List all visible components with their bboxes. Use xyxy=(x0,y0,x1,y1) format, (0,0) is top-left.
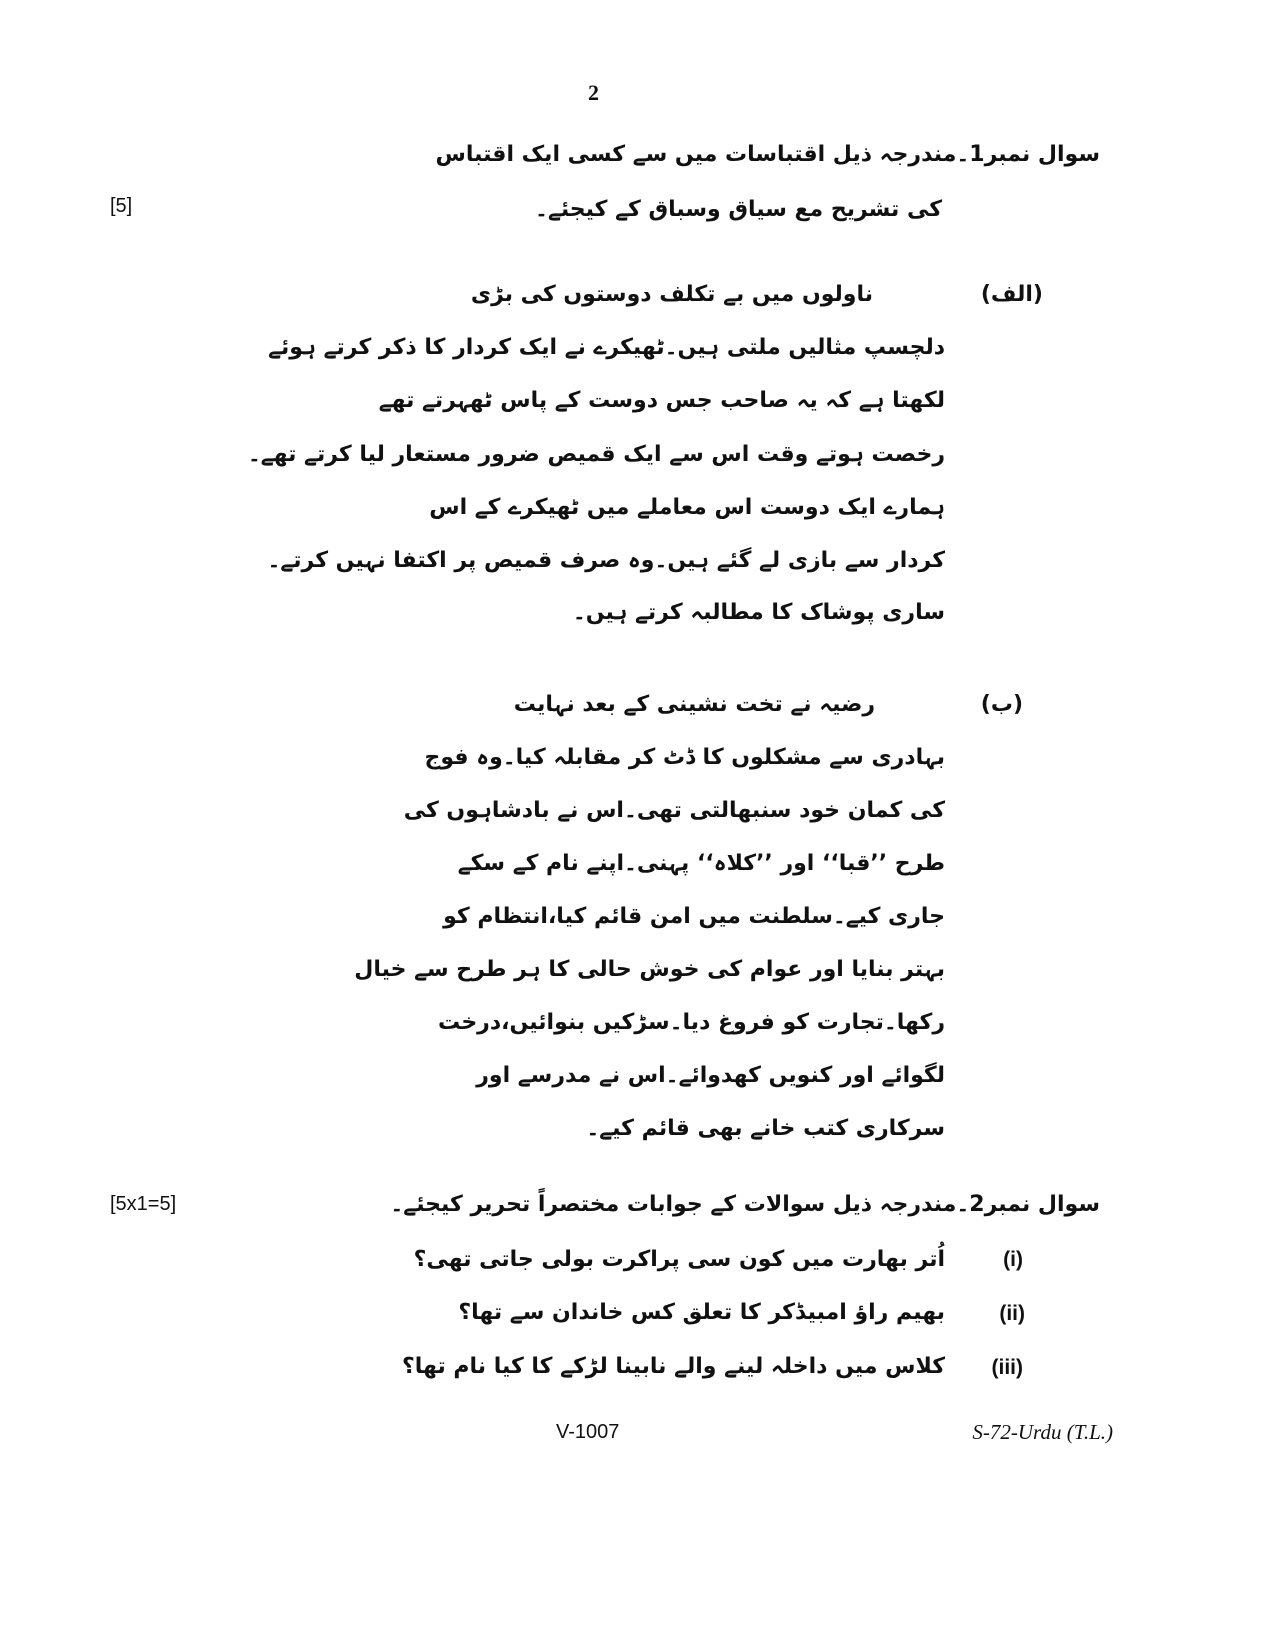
passage-b-line: سرکاری کتب خانے بھی قائم کیے۔ xyxy=(586,1116,945,1141)
passage-a-line: دلچسپ مثالیں ملتی ہیں۔ٹھیکرے نے ایک کردار کا ذکر کرتے ہوئے xyxy=(268,335,945,360)
passage-a xyxy=(247,280,945,640)
q2-item-text: کلاس میں داخلہ لینے والے نابینا لڑکے کا کیا نام تھا؟ xyxy=(401,1354,945,1379)
passage-a-line: ناولوں میں بے تکلف دوستوں کی بڑی xyxy=(470,282,873,307)
passage-b xyxy=(354,690,945,1141)
q2-item-number: (ii) xyxy=(999,1302,1025,1325)
footer-paper: S-72-Urdu (T.L.) xyxy=(972,1420,1113,1444)
passage-b-line: جاری کیے۔سلطنت میں امن قائم کیا،انتظام کو xyxy=(443,904,945,929)
q2-heading: سوال نمبر2۔مندرجہ ذیل سوالات کے جوابات مختصراً تحریر کیجئے۔ xyxy=(390,1192,1100,1217)
footer-code: V-1007 xyxy=(556,1421,620,1443)
q1-marks: [5] xyxy=(110,195,133,217)
q2-item-text: بھیم راؤ امبیڈکر کا تعلق کس خاندان سے تھا؟ xyxy=(458,1300,945,1325)
passage-a-line: رخصت ہوتے وقت اس سے ایک قمیص ضرور مستعار لیا کرتے تھے۔ xyxy=(247,442,945,467)
passage-b-line: کی کمان خود سنبھالتی تھی۔اس نے بادشاہوں کی xyxy=(403,798,945,823)
passage-a-line: ہمارے ایک دوست اس معاملے میں ٹھیکرے کے اس xyxy=(429,495,945,520)
passage-b-line: رکھا۔تجارت کو فروغ دیا۔سڑکیں بنوائیں،درخت xyxy=(438,1010,945,1035)
passage-b-line: بہتر بنایا اور عوام کی خوش حالی کا ہر طرح سے خیال xyxy=(354,957,945,982)
q2-item-text: اُتر بھارت میں کون سی پراکرت بولی جاتی تھی؟ xyxy=(413,1247,945,1272)
passage-b-line: بہادری سے مشکلوں کا ڈٹ کر مقابلہ کیا۔وہ فوج xyxy=(424,745,945,770)
passage-a-line: ساری پوشاک کا مطالبہ کرتے ہیں۔ xyxy=(572,600,945,625)
q2-item-number: (iii) xyxy=(991,1356,1023,1379)
page-number: 2 xyxy=(588,80,599,105)
q1-heading-line2: کی تشریح مع سیاق وسباق کے کیجئے۔ xyxy=(535,197,942,222)
passage-b-label: (ب) xyxy=(980,692,1023,717)
passage-a-label: (الف) xyxy=(980,282,1043,307)
passage-a-line: لکھتا ہے کہ یہ صاحب جس دوست کے پاس ٹھہرتے تھے xyxy=(378,388,945,413)
passage-b-line: رضیہ نے تخت نشینی کے بعد نہایت xyxy=(513,692,875,717)
q1-heading-line1: سوال نمبر1۔مندرجہ ذیل اقتباسات میں سے کسی ایک اقتباس xyxy=(435,142,1100,167)
q2-item-number: (i) xyxy=(1003,1248,1023,1271)
passage-a-line: کردار سے بازی لے گئے ہیں۔وہ صرف قمیص پر اکتفا نہیں کرتے۔ xyxy=(267,548,945,573)
q2-marks: [5x1=5] xyxy=(110,1193,177,1215)
passage-b-line: لگوائے اور کنویں کھدوائے۔اس نے مدرسے اور xyxy=(476,1063,945,1088)
passage-b-line: طرح ’’قبا‘‘ اور ’’کلاہ‘‘ پہنی۔اپنے نام کے سکے xyxy=(457,851,945,876)
